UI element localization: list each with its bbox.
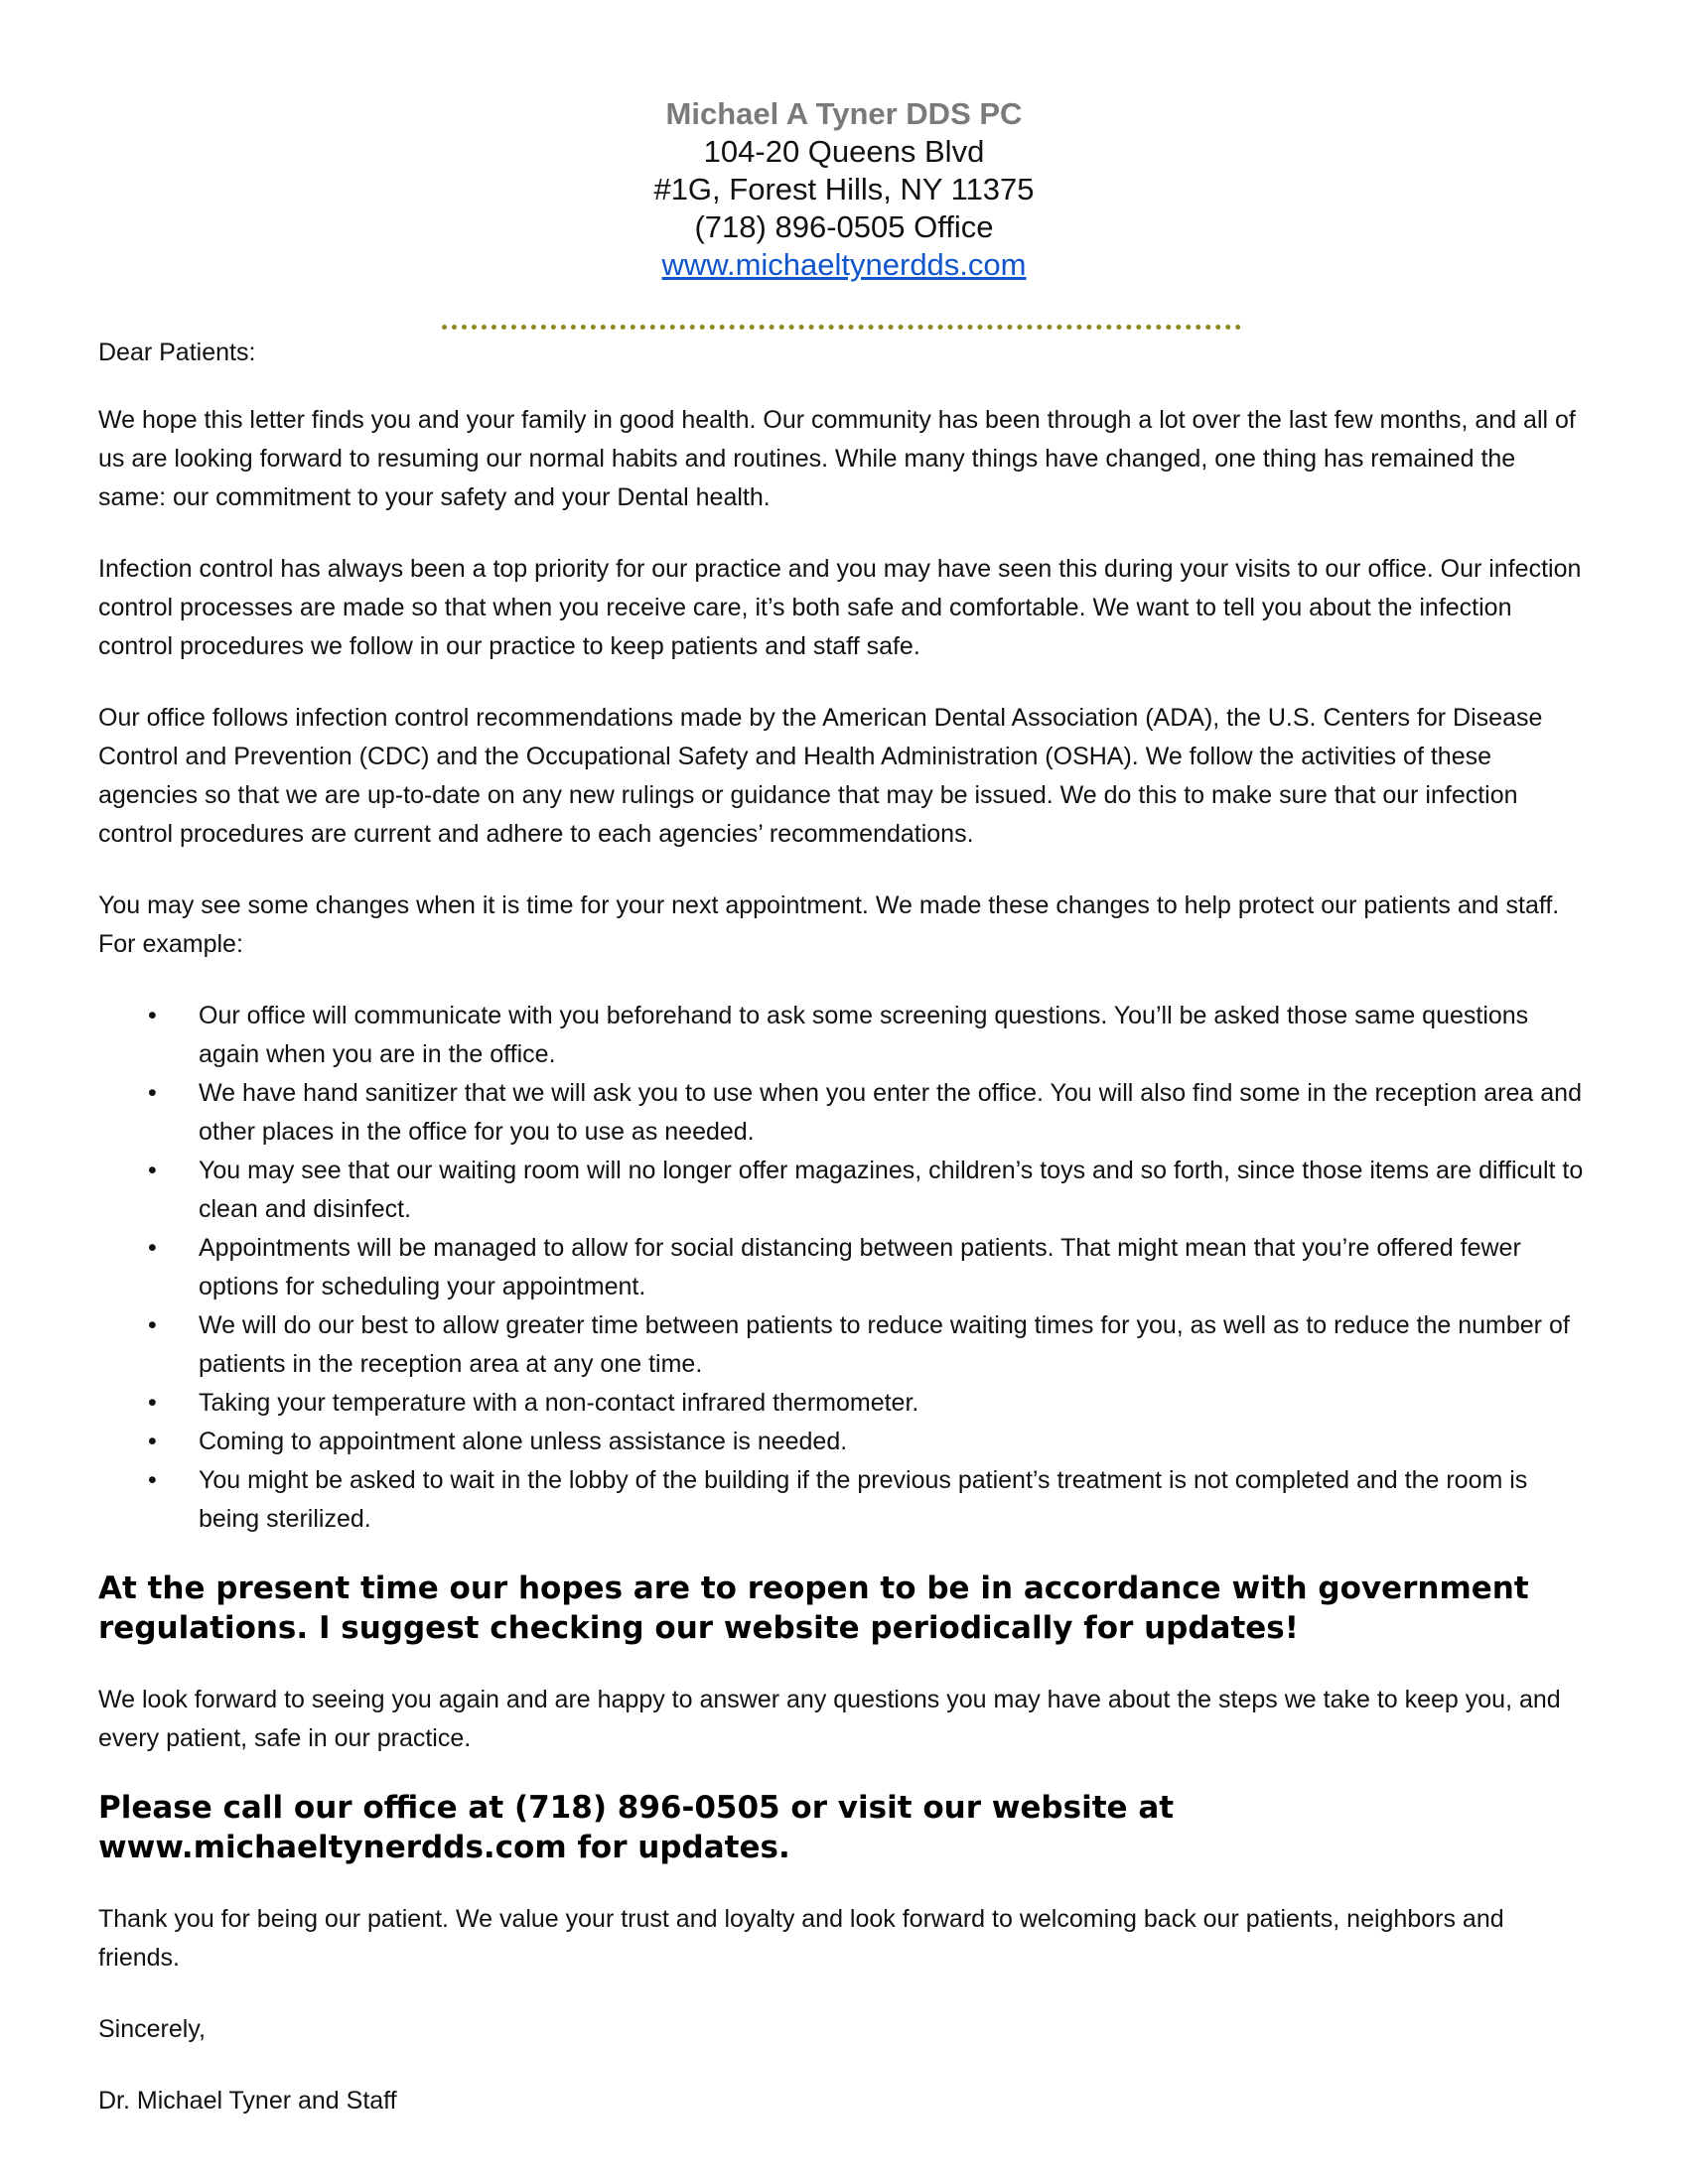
list-item bbox=[148, 1461, 1588, 1539]
bullet-icon: • bbox=[148, 1428, 157, 1455]
changes-list bbox=[98, 997, 1588, 1539]
paragraph-health: We hope this letter finds you and your family in good health. Our community has been through a lot over the last few months, and all of us are looking forward to resuming our normal habits and routines. While many things have changed, one thing has remained the same: our commitment to your safety and your Dental health. bbox=[98, 406, 1576, 511]
bullet-icon: • bbox=[148, 1389, 157, 1417]
list-item bbox=[148, 1384, 1588, 1423]
paragraph-look-forward: We look forward to seeing you again and are happy to answer any questions you may have about the steps we take to keep you, and every patient, safe in our practice. bbox=[98, 1686, 1561, 1752]
list-item-text: Coming to appointment alone unless assistance is needed. bbox=[199, 1428, 848, 1455]
address-line-2: #1G, Forest Hills, NY 11375 bbox=[653, 172, 1035, 206]
paragraph-infection-control: Infection control has always been a top priority for our practice and you may have seen this during your visits to our office. Our infection control processes are made so that when you receive care, it’s both safe and comfortable. We want to tell you about the infection control procedures we follow in our practice to keep patients and staff safe. bbox=[98, 555, 1582, 660]
office-phone: (718) 896-0505 Office bbox=[694, 209, 994, 244]
reopen-notice: At the present time our hopes are to reopen to be in accordance with government regulations. I suggest checking our website periodically for updates! bbox=[98, 1570, 1529, 1646]
list-item bbox=[148, 1306, 1588, 1384]
list-item bbox=[148, 1229, 1588, 1306]
list-item bbox=[148, 997, 1588, 1074]
practice-name: Michael A Tyner DDS PC bbox=[665, 96, 1023, 131]
list-item-text: Appointments will be managed to allow for social distancing between patients. That might mean that you’re offered fewer options for scheduling your appointment. bbox=[199, 1234, 1521, 1300]
bullet-icon: • bbox=[148, 1002, 157, 1029]
closing: Sincerely, bbox=[98, 2015, 206, 2043]
website-link[interactable]: www.michaeltynerdds.com bbox=[661, 247, 1027, 282]
signature: Dr. Michael Tyner and Staff bbox=[98, 2087, 397, 2115]
letter-body bbox=[98, 334, 1588, 2153]
list-item-text: You might be asked to wait in the lobby of the building if the previous patient’s treatment is not completed and the room is being sterilized. bbox=[199, 1466, 1528, 1533]
bullet-icon: • bbox=[148, 1079, 157, 1107]
list-item-text: We have hand sanitizer that we will ask you to use when you enter the office. You will also find some in the reception area and other places in the office for you to use as needed. bbox=[199, 1079, 1582, 1146]
divider-line bbox=[442, 325, 1241, 330]
paragraph-changes-intro: You may see some changes when it is time for your next appointment. We made these changes to help protect our patients and staff. For example: bbox=[98, 891, 1560, 958]
bullet-icon: • bbox=[148, 1466, 157, 1494]
list-item-text: Our office will communicate with you beforehand to ask some screening questions. You’ll be asked those same questions again when you are in the office. bbox=[199, 1002, 1529, 1068]
list-item-text: Taking your temperature with a non-contact infrared thermometer. bbox=[199, 1389, 919, 1417]
call-office-notice: Please call our office at (718) 896-0505 or visit our website at www.michaeltynerdds.com for updates. bbox=[98, 1790, 1175, 1865]
list-item bbox=[148, 1074, 1588, 1152]
list-item-text: We will do our best to allow greater time between patients to reduce waiting times for you, as well as to reduce the number of patients in the reception area at any one time. bbox=[199, 1311, 1570, 1378]
salutation: Dear Patients: bbox=[98, 339, 256, 366]
list-item bbox=[148, 1152, 1588, 1229]
address-line-1: 104-20 Queens Blvd bbox=[703, 134, 985, 169]
list-item-text: You may see that our waiting room will no longer offer magazines, children’s toys and so forth, since those items are difficult to clean and disinfect. bbox=[199, 1157, 1584, 1223]
paragraph-thank-you: Thank you for being our patient. We value your trust and loyalty and look forward to welcoming back our patients, neighbors and friends. bbox=[98, 1905, 1504, 1972]
bullet-icon: • bbox=[148, 1234, 157, 1262]
bullet-icon: • bbox=[148, 1311, 157, 1339]
bullet-icon: • bbox=[148, 1157, 157, 1184]
paragraph-agencies: Our office follows infection control recommendations made by the American Dental Association (ADA), the U.S. Centers for Disease Control and Prevention (CDC) and the Occupational Safety and Health Administration (OSHA). We follow the activities of these agencies so that we are up-to-date on any new rulings or guidance that may be issued. We do this to make sure that our infection control procedures are current and adhere to each agencies’ recommendations. bbox=[98, 704, 1543, 848]
letterhead bbox=[0, 95, 1688, 284]
list-item bbox=[148, 1423, 1588, 1461]
